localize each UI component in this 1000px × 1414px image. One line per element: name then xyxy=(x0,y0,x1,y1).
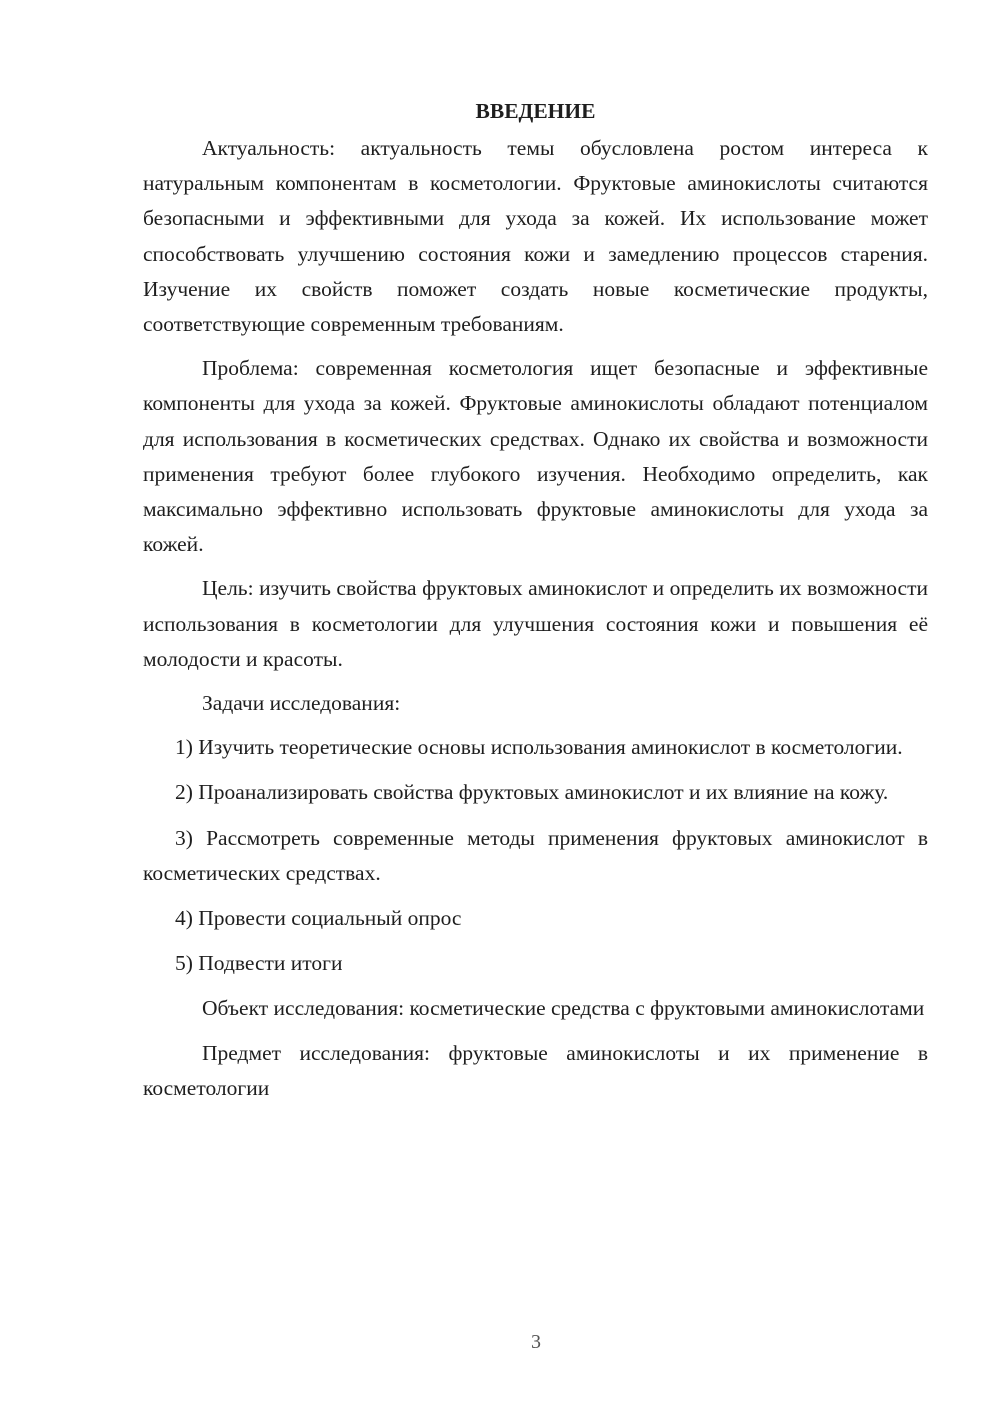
section-heading: ВВЕДЕНИЕ xyxy=(475,99,596,123)
page-number: 3 xyxy=(531,1331,541,1353)
task-item-1: 1) Изучить теоретические основы использования аминокислот в косметологии. xyxy=(175,735,903,760)
problem-paragraph: Проблема: современная косметология ищет безопасные и эффективные компоненты для ухода за кожей. Фруктовые аминокислоты обладают потенциалом для использования в косметических средствах. Однако их свойства и возможности применения требуют более глубокого изучения. Необходимо определить, как максимально эффективно использовать фруктовые аминокислоты для ухода за кожей. xyxy=(143,356,928,557)
task-item-4: 4) Провести социальный опрос xyxy=(175,906,462,931)
goal-paragraph: Цель: изучить свойства фруктовых аминокислот и определить их возможности использования в косметологии для улучшения состояния кожи и повышения её молодости и красоты. xyxy=(143,576,928,671)
tasks-intro: Задачи исследования: xyxy=(202,691,401,716)
relevance-paragraph: Актуальность: актуальность темы обусловлена ростом интереса к натуральным компонентам в косметологии. Фруктовые аминокислоты считаются безопасными и эффективными для ухода за кожей. Их использование может способствовать улучшению состояния кожи и замедлению процессов старения. Изучение их свойств поможет создать новые косметические продукты, соответствующие современным требованиям. xyxy=(143,136,928,337)
task-item-5: 5) Подвести итоги xyxy=(175,951,343,976)
research-object-paragraph: Объект исследования: косметические средства с фруктовыми аминокислотами xyxy=(202,996,925,1021)
task-item-2: 2) Проанализировать свойства фруктовых аминокислот и их влияние на кожу. xyxy=(175,780,889,805)
page-content xyxy=(143,94,928,1115)
research-subject-paragraph: Предмет исследования: фруктовые аминокислоты и их применение в косметологии xyxy=(143,1040,928,1100)
task-item-3: 3) Рассмотреть современные методы применения фруктовых аминокислот в косметических средствах. xyxy=(143,825,928,885)
